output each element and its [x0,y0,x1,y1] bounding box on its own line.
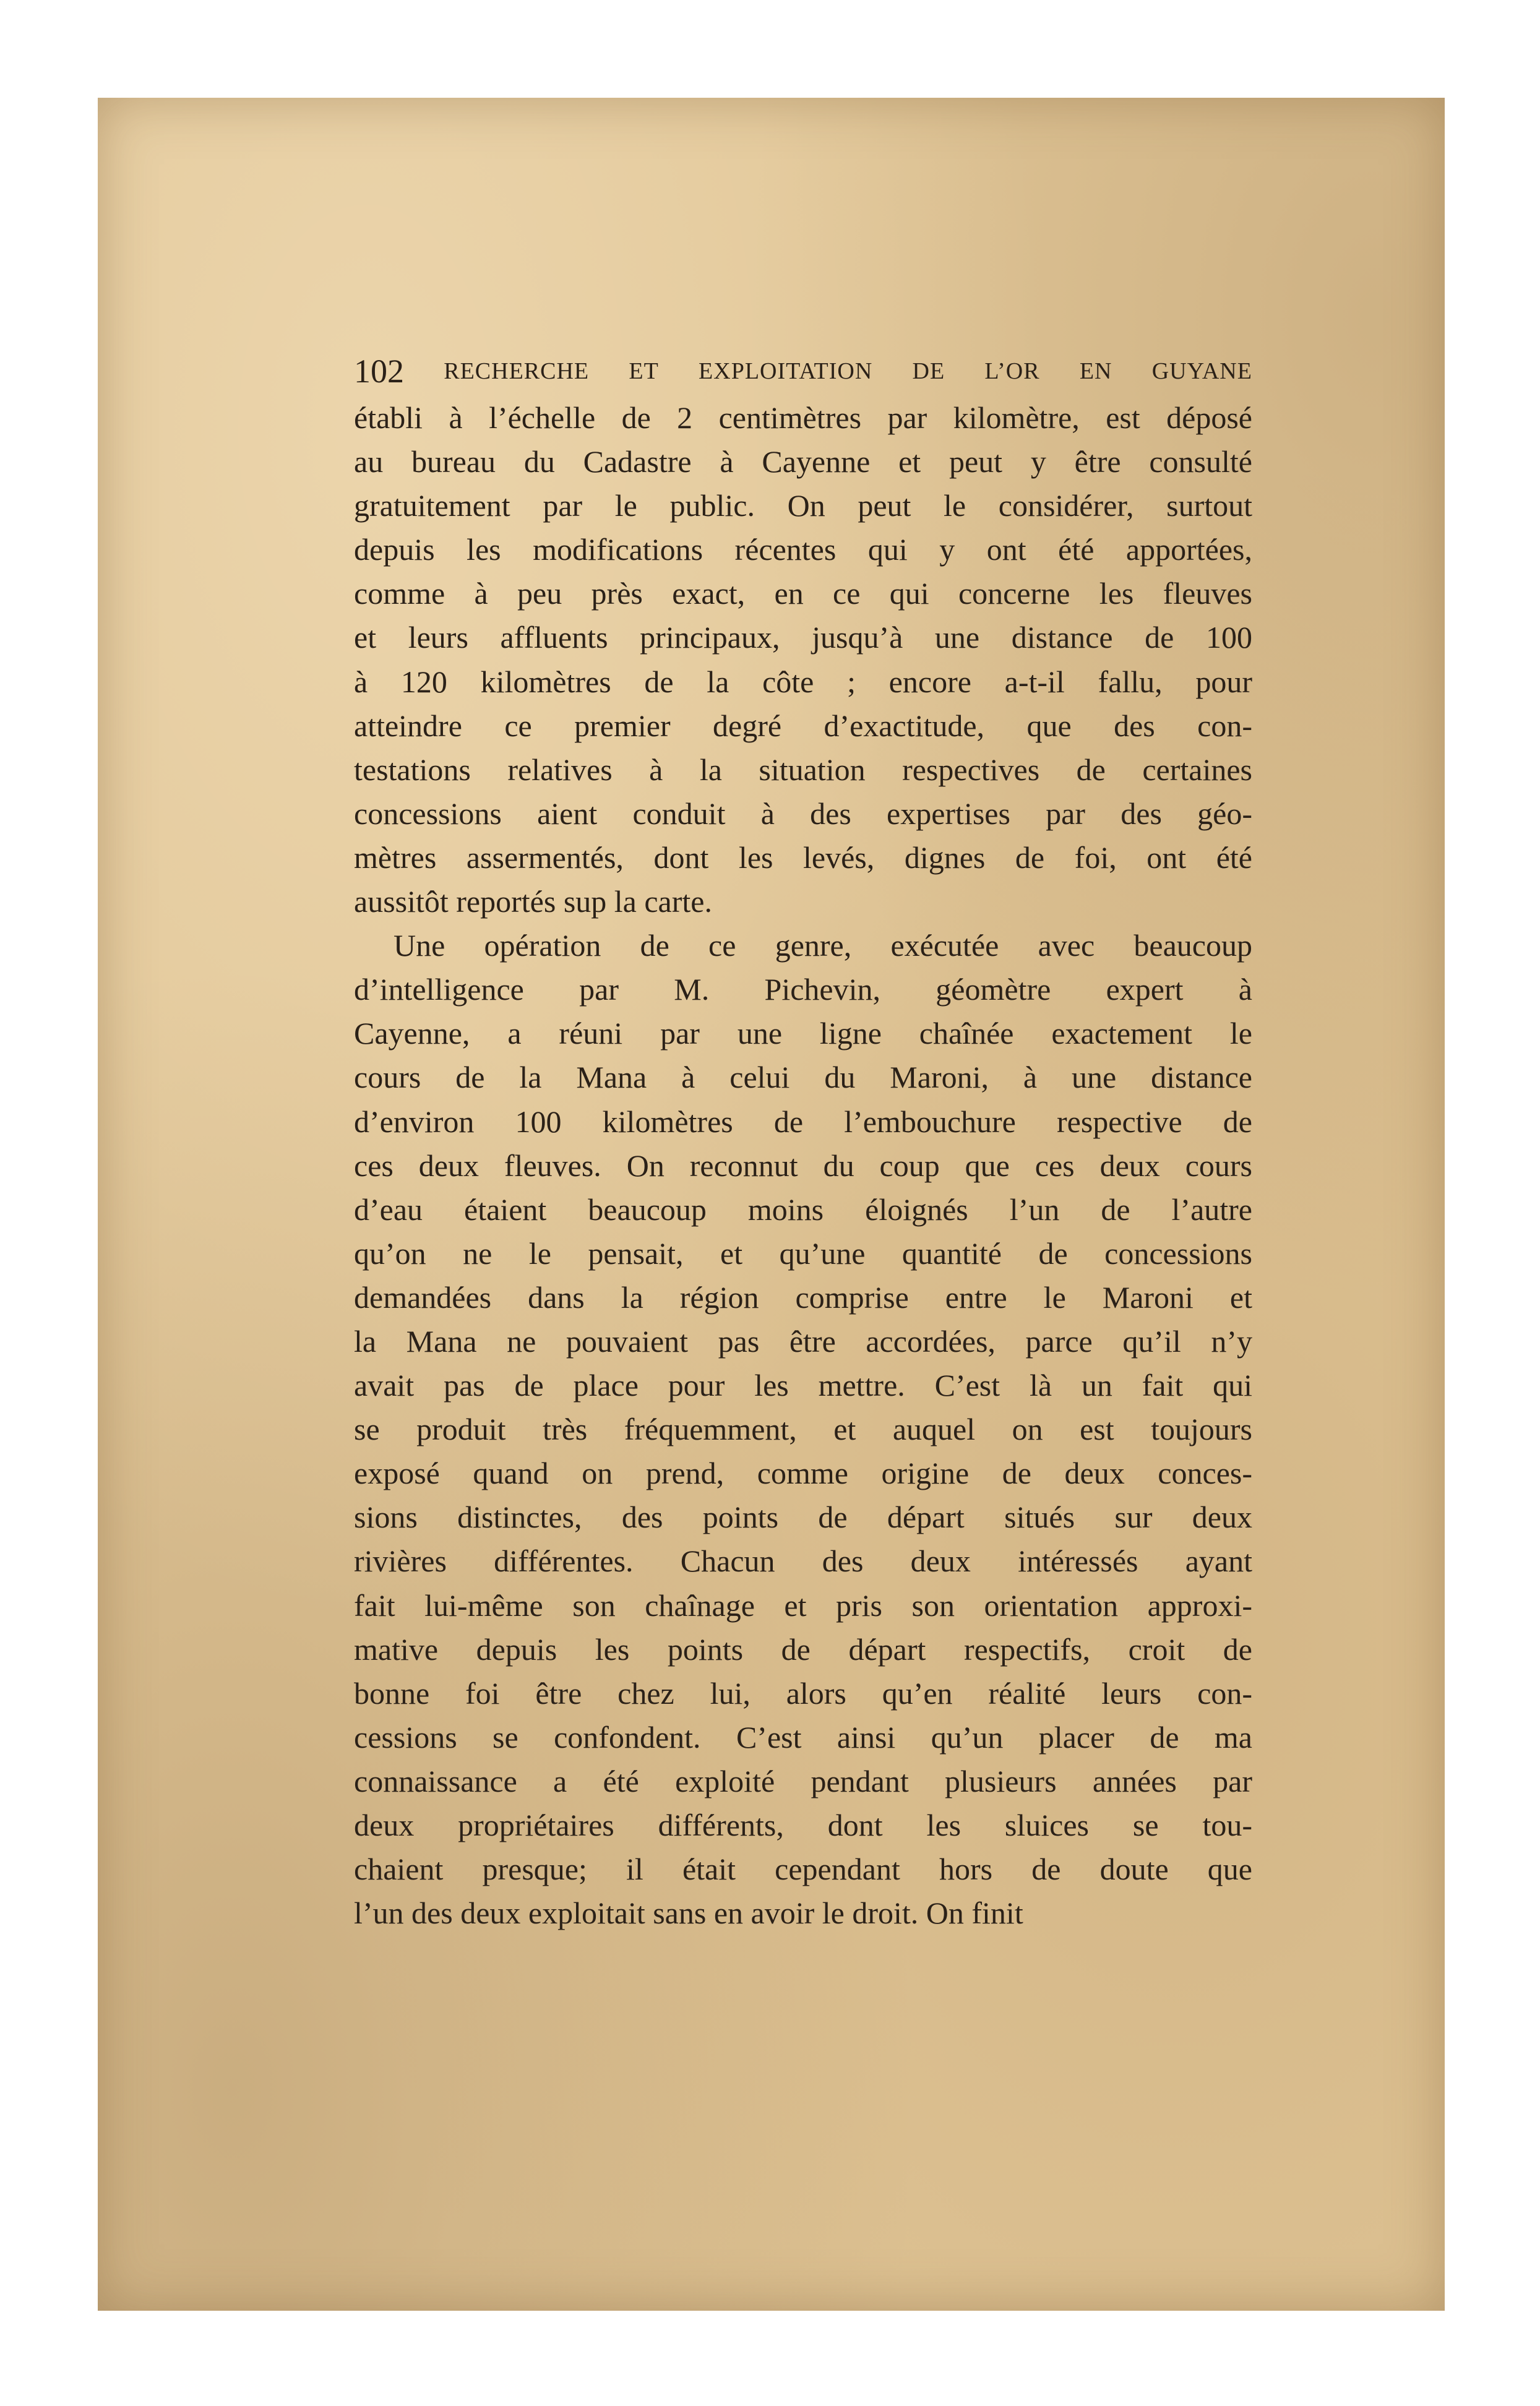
text-line: cours de la Mana à celui du Maroni, à une distance [354,1060,1252,1095]
text-line: se produit très fréquemment, et auquel on est toujours [354,1412,1252,1447]
text-line: à 120 kilomètres de la côte ; encore a-t-il fallu, pour [354,664,1252,699]
text-line: connaissance a été exploité pendant plusieurs années par [354,1763,1252,1798]
text-line: d’eau étaient beaucoup moins éloignés l’un de l’autre [354,1192,1252,1227]
text-line: exposé quand on prend, comme origine de deux conces- [354,1456,1252,1491]
text-line: et leurs affluents principaux, jusqu’à une distance de 100 [354,620,1252,655]
running-head-word: DE [912,358,945,384]
text-line: avait pas de place pour les mettre. C’est là un fait qui [354,1368,1252,1403]
text-line: cessions se confondent. C’est ainsi qu’un placer de ma [354,1719,1252,1755]
text-block [354,346,1252,1935]
text-line: mètres assermentés, dont les levés, dignes de foi, ont été [354,840,1252,875]
text-line: concessions aient conduit à des expertises par des géo- [354,796,1252,831]
text-line: atteindre ce premier degré d’exactitude, que des con- [354,708,1252,743]
text-line: sions distinctes, des points de départ situés sur deux [354,1500,1252,1535]
text-line: d’environ 100 kilomètres de l’embouchure respective de [354,1104,1252,1139]
text-line: deux propriétaires différents, dont les sluices se tou- [354,1808,1252,1842]
text-line: testations relatives à la situation respectives de certaines [354,752,1252,787]
text-line: établi à l’échelle de 2 centimètres par kilomètre, est déposé [354,400,1252,435]
body-text [354,396,1252,1935]
text-line: chaient presque; il était cependant hors de doute que [354,1852,1252,1887]
text-line: bonne foi être chez lui, alors qu’en réalité leurs con- [354,1675,1252,1711]
text-line: Cayenne, a réuni par une ligne chaînée exactement le [354,1016,1252,1051]
text-line: demandées dans la région comprise entre le Maroni et [354,1279,1252,1315]
running-head-word: ET [629,358,659,384]
text-line: d’intelligence par M. Pichevin, géomètre expert à [354,972,1252,1007]
text-line: la Mana ne pouvaient pas être accordées, parce qu’il n’y [354,1323,1252,1359]
text-line: l’un des deux exploitait sans en avoir le droit. On finit [354,1896,1023,1931]
text-line: rivières différentes. Chacun des deux intéressés ayant [354,1544,1252,1579]
running-head-word: GUYANE [1151,358,1252,384]
running-head [354,346,1252,396]
text-line: comme à peu près exact, en ce qui concerne les fleuves [354,576,1252,611]
running-head-word: EXPLOITATION [699,358,873,384]
text-line: Une opération de ce genre, exécutée avec beaucoup [394,928,1252,963]
running-head-word: L’OR [984,358,1040,384]
text-line: depuis les modifications récentes qui y ont été apportées, [354,532,1252,567]
running-head-word: EN [1079,358,1112,384]
text-line: aussitôt reportés sup la carte. [354,884,712,919]
text-line: mative depuis les points de départ respectifs, croit de [354,1631,1252,1667]
text-line: qu’on ne le pensait, et qu’une quantité de concessions [354,1235,1252,1271]
running-head-word: RECHERCHE [444,358,590,384]
text-line: au bureau du Cadastre à Cayenne et peut y être consulté [354,444,1252,479]
page-number: 102 [354,353,404,390]
text-line: gratuitement par le public. On peut le considérer, surtout [354,488,1252,523]
text-line: ces deux fleuves. On reconnut du coup que ces deux cours [354,1148,1252,1183]
text-line: fait lui-même son chaînage et pris son orientation approxi- [354,1588,1252,1623]
